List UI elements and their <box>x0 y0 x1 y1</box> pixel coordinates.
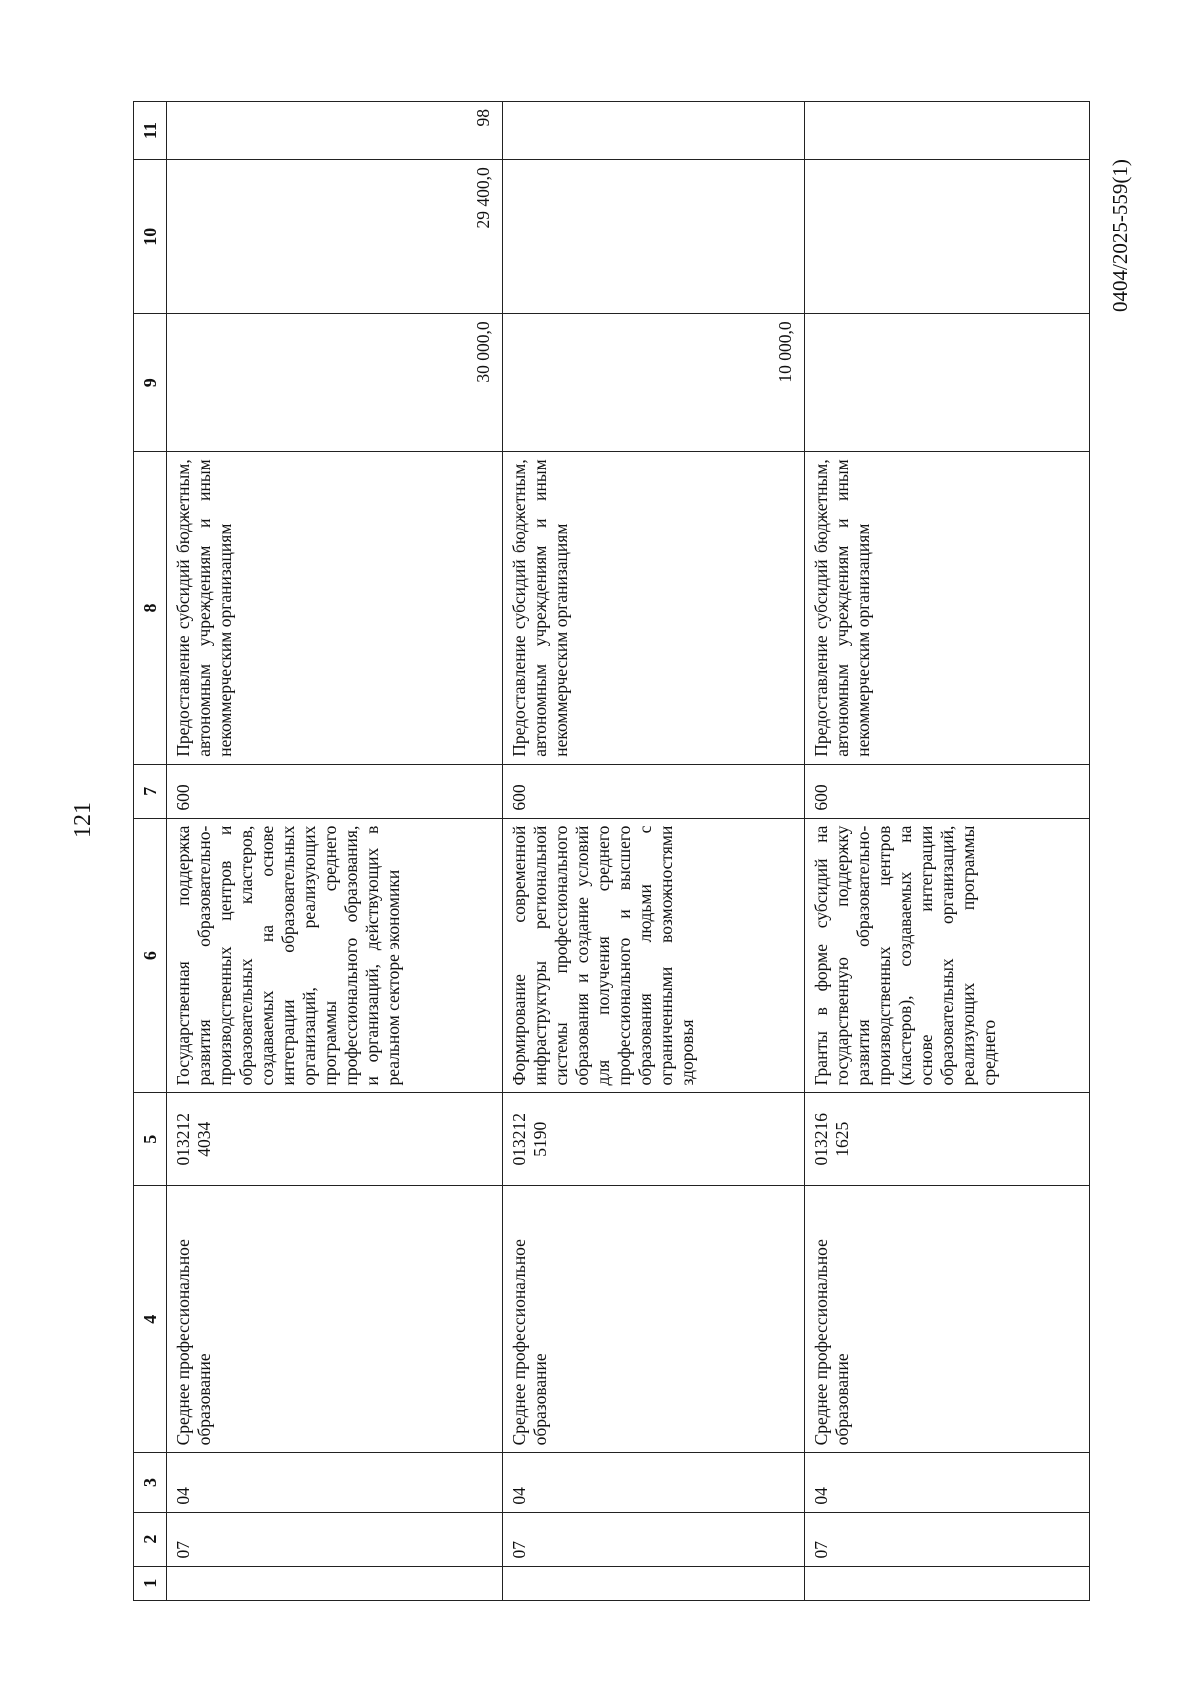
cell-amount-executed <box>503 160 805 314</box>
budget-table <box>133 101 1090 1601</box>
cell-expense-type-name: Предоставление субсидий бюджетным, автономным учреждениям и иным некоммерческим организациям <box>503 452 805 765</box>
cell-subsection: 04 <box>167 1453 503 1512</box>
cell-section: 07 <box>503 1512 805 1566</box>
cell-expense-type: 600 <box>503 764 805 818</box>
cell-amount-planned: 30 000,0 <box>167 314 503 452</box>
cell-percent: 98 <box>167 102 503 160</box>
cell-amount-executed <box>805 160 1090 314</box>
header-row <box>134 102 167 1601</box>
col-header-3: 3 <box>134 1453 167 1512</box>
cell-expense-type-name: Предоставление субсидий бюджетным, автономным учреждениям и иным некоммерческим организациям <box>805 452 1090 765</box>
col-header-6: 6 <box>134 818 167 1093</box>
cell-target-name: Государственная поддержка развития образовательно-производственных центров и образовательных кластеров, создаваемых на основе интеграции образовательных организаций, реализующих программы среднего профессионального образования, и организаций, действующих в реальном секторе экономики <box>167 818 503 1093</box>
cell-amount-planned: 10 000,0 <box>503 314 805 452</box>
cell-section-name: Среднее профессиональное образование <box>503 1186 805 1453</box>
table-row <box>503 102 805 1601</box>
col-header-7: 7 <box>134 764 167 818</box>
col-header-8: 8 <box>134 452 167 765</box>
col-header-4: 4 <box>134 1186 167 1453</box>
cell-row-number <box>805 1566 1090 1600</box>
cell-amount-planned <box>805 314 1090 452</box>
col-header-11: 11 <box>134 102 167 160</box>
page-number: 121 <box>70 802 96 838</box>
cell-target-code: 013212 4034 <box>167 1093 503 1186</box>
cell-expense-type: 600 <box>167 764 503 818</box>
cell-section-name: Среднее профессиональное образование <box>167 1186 503 1453</box>
cell-expense-type-name: Предоставление субсидий бюджетным, автономным учреждениям и иным некоммерческим организациям <box>167 452 503 765</box>
cell-subsection: 04 <box>805 1453 1090 1512</box>
table-row <box>805 102 1090 1601</box>
cell-section-name: Среднее профессиональное образование <box>805 1186 1090 1453</box>
cell-subsection: 04 <box>503 1453 805 1512</box>
col-header-10: 10 <box>134 160 167 314</box>
col-header-1: 1 <box>134 1566 167 1600</box>
cell-section: 07 <box>167 1512 503 1566</box>
cell-target-code: 013216 1625 <box>805 1093 1090 1186</box>
cell-amount-executed: 29 400,0 <box>167 160 503 314</box>
col-header-9: 9 <box>134 314 167 452</box>
col-header-5: 5 <box>134 1093 167 1186</box>
cell-percent <box>805 102 1090 160</box>
cell-target-name: Гранты в форме субсидий на государственную поддержку развития образовательно-производственных центров (кластеров), создаваемых на основе интеграции образовательных организаций, реализующих программы среднего <box>805 818 1090 1093</box>
document-id: 0404/2025-559(1) <box>1108 159 1132 312</box>
col-header-2: 2 <box>134 1512 167 1566</box>
cell-target-name: Формирование современной инфраструктуры региональной системы профессионального образования и создание условий для получения среднего профессионального и высшего образования людьми с ограниченными возможностями здоровья <box>503 818 805 1093</box>
table-row <box>167 102 503 1601</box>
cell-row-number <box>503 1566 805 1600</box>
budget-table-wrapper <box>133 101 1090 1601</box>
cell-percent <box>503 102 805 160</box>
cell-target-code: 013212 5190 <box>503 1093 805 1186</box>
cell-expense-type: 600 <box>805 764 1090 818</box>
cell-section: 07 <box>805 1512 1090 1566</box>
cell-row-number <box>167 1566 503 1600</box>
